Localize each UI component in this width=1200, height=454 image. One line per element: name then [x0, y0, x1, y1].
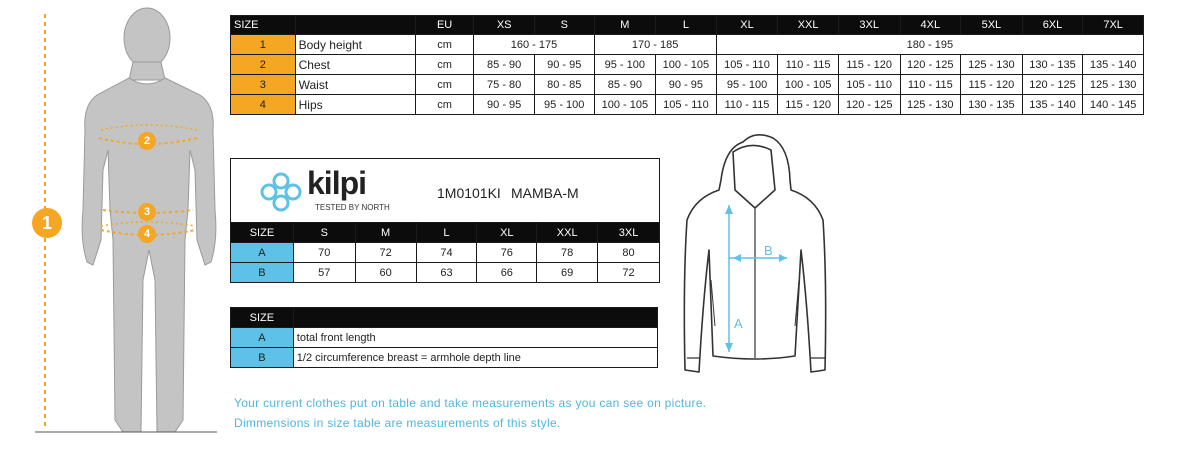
table-cell: 72 [355, 243, 416, 263]
table-cell: 63 [416, 263, 477, 283]
instruction-note: Your current clothes put on table and take measurements as you can see on picture. [234, 396, 707, 410]
table-cell: 125 - 130 [961, 55, 1023, 75]
table-cell: 110 - 115 [716, 95, 778, 115]
dimensions-note: Dimmensions in size table are measurements of this style. [234, 416, 561, 430]
table-cell: 95 - 100 [716, 75, 778, 95]
row-unit: cm [415, 55, 474, 75]
header-3xl: 3XL [598, 223, 660, 243]
header-5xl: 5XL [961, 16, 1023, 35]
header-s: S [293, 223, 355, 243]
row-number: 4 [231, 95, 296, 115]
table-cell: 95 - 100 [534, 95, 594, 115]
table-cell: 125 - 130 [1083, 75, 1144, 95]
header-6xl: 6XL [1022, 16, 1083, 35]
brand-tagline: TESTED BY NORTH [315, 203, 390, 212]
table-cell: 60 [355, 263, 416, 283]
table-cell: 110 - 115 [900, 75, 961, 95]
table-row [231, 75, 1144, 95]
table-cell: 130 - 135 [1022, 55, 1083, 75]
table-cell: 90 - 95 [656, 75, 717, 95]
table-cell: 105 - 110 [656, 95, 717, 115]
row-label: B [231, 263, 294, 283]
size-table-header [231, 16, 1144, 35]
header-l: L [656, 16, 717, 35]
header-blank [295, 16, 415, 35]
table-row [231, 263, 660, 283]
marker-1: 1 [32, 208, 62, 238]
table-cell: 90 - 95 [534, 55, 594, 75]
header-xl: XL [716, 16, 778, 35]
table-cell: 140 - 145 [1083, 95, 1144, 115]
row-label: Body height [295, 35, 415, 55]
table-cell: 110 - 115 [778, 55, 839, 75]
height-range: 180 - 195 [716, 35, 1143, 55]
brand-box [230, 158, 660, 223]
row-unit: cm [415, 75, 474, 95]
table-cell: 100 - 105 [656, 55, 717, 75]
table-cell: 95 - 100 [594, 55, 656, 75]
table-cell: 85 - 90 [474, 55, 535, 75]
table-cell: 105 - 110 [716, 55, 778, 75]
table-cell: 120 - 125 [838, 95, 900, 115]
table-row [231, 328, 658, 348]
legend-text: 1/2 circumference breast = armhole depth line [293, 348, 657, 368]
row-label: Waist [295, 75, 415, 95]
legend-table [230, 307, 658, 368]
table-cell: 135 - 140 [1083, 55, 1144, 75]
table-cell: 115 - 120 [961, 75, 1023, 95]
header-l: L [416, 223, 477, 243]
brand-name: kilpi [307, 165, 367, 201]
table-cell: 120 - 125 [900, 55, 961, 75]
table-cell: 100 - 105 [778, 75, 839, 95]
row-label: B [231, 348, 294, 368]
row-label: Chest [295, 55, 415, 75]
table-cell: 78 [537, 243, 598, 263]
jacket-illustration [675, 130, 835, 380]
product-table [230, 222, 660, 283]
header-7xl: 7XL [1083, 16, 1144, 35]
header-s: S [534, 16, 594, 35]
table-row [231, 35, 1144, 55]
legend-header-blank [293, 308, 657, 328]
table-cell: 125 - 130 [900, 95, 961, 115]
table-cell: 100 - 105 [594, 95, 656, 115]
header-size: SIZE [231, 16, 296, 35]
header-xxl: XXL [778, 16, 839, 35]
table-cell: 130 - 135 [961, 95, 1023, 115]
table-row [231, 95, 1144, 115]
header-m: M [594, 16, 656, 35]
size-table [230, 15, 1144, 115]
header-xl: XL [477, 223, 537, 243]
table-row [231, 348, 658, 368]
header-size: SIZE [231, 223, 294, 243]
legend-header-size: SIZE [231, 308, 294, 328]
table-cell: 80 - 85 [534, 75, 594, 95]
marker-3: 3 [138, 203, 156, 221]
table-cell: 76 [477, 243, 537, 263]
row-label: A [231, 243, 294, 263]
kilpi-logo-icon [259, 171, 303, 213]
header-xs: XS [474, 16, 535, 35]
row-unit: cm [415, 35, 474, 55]
table-cell: 70 [293, 243, 355, 263]
jacket-label-b: B [764, 243, 773, 258]
table-cell: 80 [598, 243, 660, 263]
row-label: A [231, 328, 294, 348]
table-cell: 90 - 95 [474, 95, 535, 115]
header-4xl: 4XL [900, 16, 961, 35]
product-name: MAMBA-M [511, 185, 579, 201]
header-m: M [355, 223, 416, 243]
marker-4: 4 [138, 225, 156, 243]
table-cell: 135 - 140 [1022, 95, 1083, 115]
row-number: 1 [231, 35, 296, 55]
legend-header [231, 308, 658, 328]
height-range: 160 - 175 [474, 35, 594, 55]
table-cell: 57 [293, 263, 355, 283]
table-cell: 115 - 120 [778, 95, 839, 115]
row-unit: cm [415, 95, 474, 115]
table-row [231, 243, 660, 263]
product-table-header [231, 223, 660, 243]
jacket-label-a: A [734, 316, 743, 331]
legend-text: total front length [293, 328, 657, 348]
header-3xl: 3XL [838, 16, 900, 35]
marker-2: 2 [138, 132, 156, 150]
height-range: 170 - 185 [594, 35, 716, 55]
row-label: Hips [295, 95, 415, 115]
table-cell: 85 - 90 [594, 75, 656, 95]
table-cell: 115 - 120 [838, 55, 900, 75]
table-cell: 69 [537, 263, 598, 283]
table-cell: 74 [416, 243, 477, 263]
table-cell: 120 - 125 [1022, 75, 1083, 95]
table-cell: 72 [598, 263, 660, 283]
row-number: 2 [231, 55, 296, 75]
row-number: 3 [231, 75, 296, 95]
table-cell: 75 - 80 [474, 75, 535, 95]
header-eu: EU [415, 16, 474, 35]
table-cell: 105 - 110 [838, 75, 900, 95]
product-code: 1M0101KI [437, 185, 501, 201]
header-xxl: XXL [537, 223, 598, 243]
table-cell: 66 [477, 263, 537, 283]
table-row [231, 55, 1144, 75]
